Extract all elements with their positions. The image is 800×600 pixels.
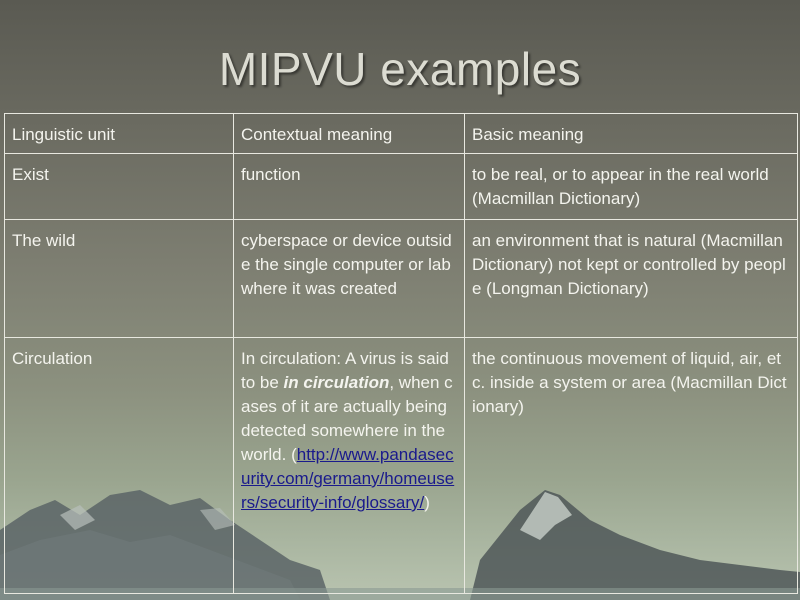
cell-unit: The wild — [5, 220, 234, 338]
contextual-text-close: ) — [424, 493, 430, 512]
cell-basic: an environment that is natural (Macmillan Dictionary) not kept or controlled by people (Longman Dictionary) — [465, 220, 798, 338]
header-linguistic-unit: Linguistic unit — [5, 114, 234, 154]
cell-contextual: function — [234, 154, 465, 220]
mipvu-examples-table — [4, 113, 798, 594]
table-header-row — [5, 114, 798, 154]
contextual-text-pre: In circulation: A virus is said to be — [241, 349, 449, 392]
header-basic-meaning: Basic meaning — [465, 114, 798, 154]
cell-basic: the continuous movement of liquid, air, etc. inside a system or area (Macmillan Dictionary) — [465, 338, 798, 594]
table-row — [5, 338, 798, 594]
slide-title: MIPVU examples — [218, 43, 582, 95]
contextual-emphasis: in circulation — [283, 373, 390, 392]
contextual-text-post: , when cases of it are actually being detected somewhere in the world. ( — [241, 373, 453, 464]
cell-unit: Circulation — [5, 338, 234, 594]
cell-contextual — [234, 338, 465, 594]
cell-contextual: cyberspace or device outside the single computer or lab where it was created — [234, 220, 465, 338]
cell-unit: Exist — [5, 154, 234, 220]
cell-basic: to be real, or to appear in the real world (Macmillan Dictionary) — [465, 154, 798, 220]
table-row — [5, 220, 798, 338]
header-contextual-meaning: Contextual meaning — [234, 114, 465, 154]
table-row — [5, 154, 798, 220]
glossary-link[interactable]: http://www.pandasecurity.com/germany/homeusers/security-info/glossary/ — [241, 445, 455, 512]
